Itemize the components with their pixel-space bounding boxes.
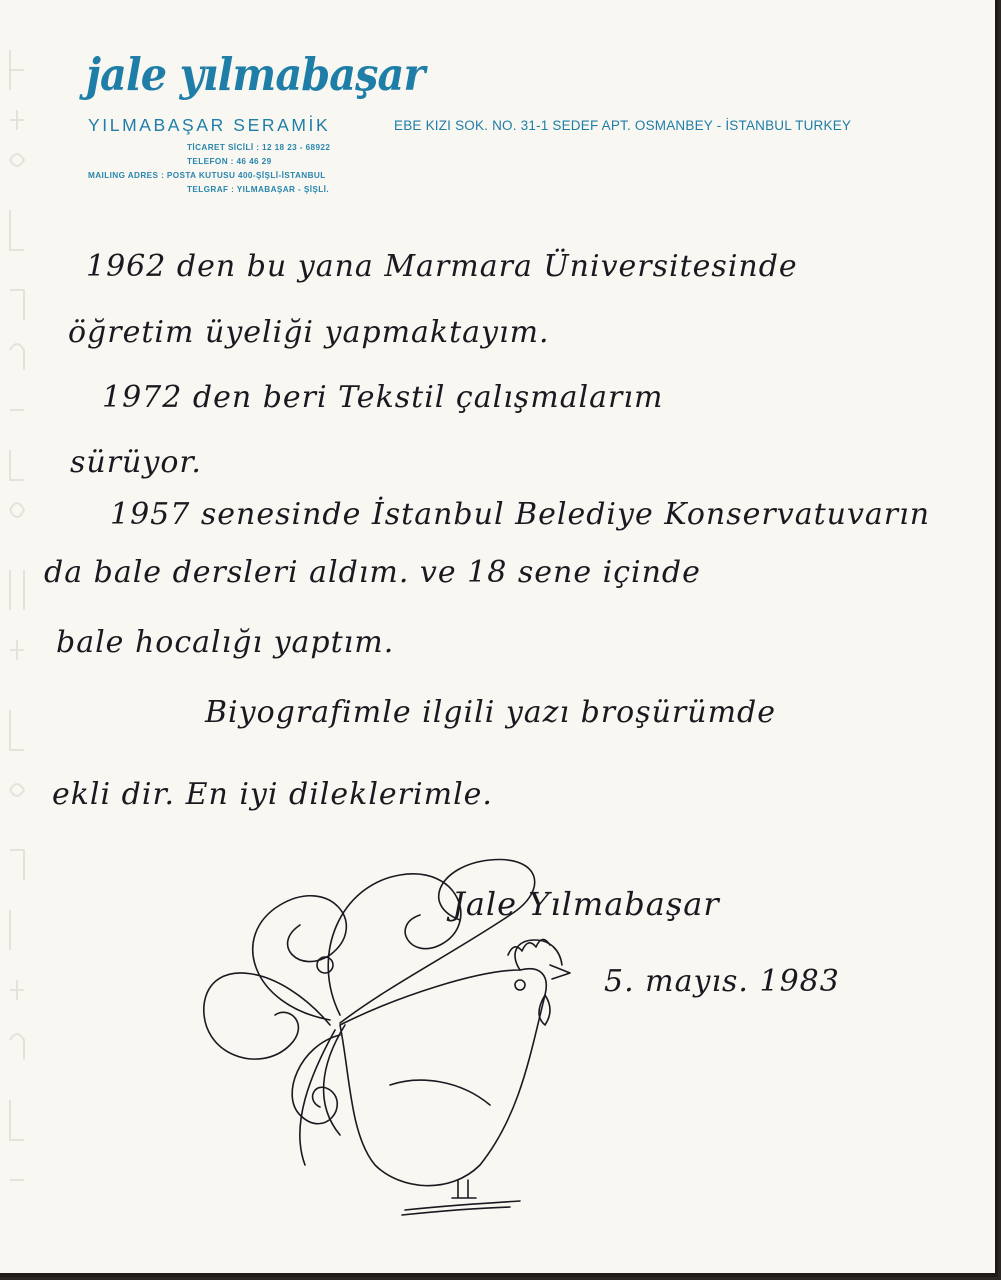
letter-date: 5. mayıs. 1983 [604,964,840,999]
brand-logo-text: jale yılmabaşar [86,48,425,101]
signature: Jale Yılmabaşar [452,885,720,923]
embossed-margin-text [4,30,30,1230]
mailing-address: MAILING ADRES : POSTA KUTUSU 400-ŞİŞLİ-İSTANBUL [88,171,326,180]
telegraph: TELGRAF : YILMABAŞAR - ŞİŞLİ. [187,185,329,194]
telephone: TELEFON : 46 46 29 [187,157,272,166]
letter-line: öğretim üyeliği yapmaktayım. [68,315,550,350]
letter-line: 1957 senesinde İstanbul Belediye Konservatuvarın [110,497,931,532]
firm-address: EBE KIZI SOK. NO. 31-1 SEDEF APT. OSMANBEY - İSTANBUL TURKEY [394,118,852,133]
letter-line: ekli dir. En iyi dileklerimle. [52,777,493,812]
firm-name: YILMABAŞAR SERAMİK [88,115,331,135]
letter-line: 1972 den beri Tekstil çalışmalarım [102,380,664,415]
letter-line: 1962 den bu yana Marmara Üniversitesinde [86,249,798,284]
letter-line: sürüyor. [70,445,202,480]
letter-line: da bale dersleri aldım. ve 18 sene içinde [44,555,701,590]
letter-line: Biyografimle ilgili yazı broşürümde [205,695,776,730]
trade-registry: TİCARET SİCİLİ : 12 18 23 - 68922 [187,143,331,152]
letter-line: bale hocalığı yaptım. [56,625,395,660]
